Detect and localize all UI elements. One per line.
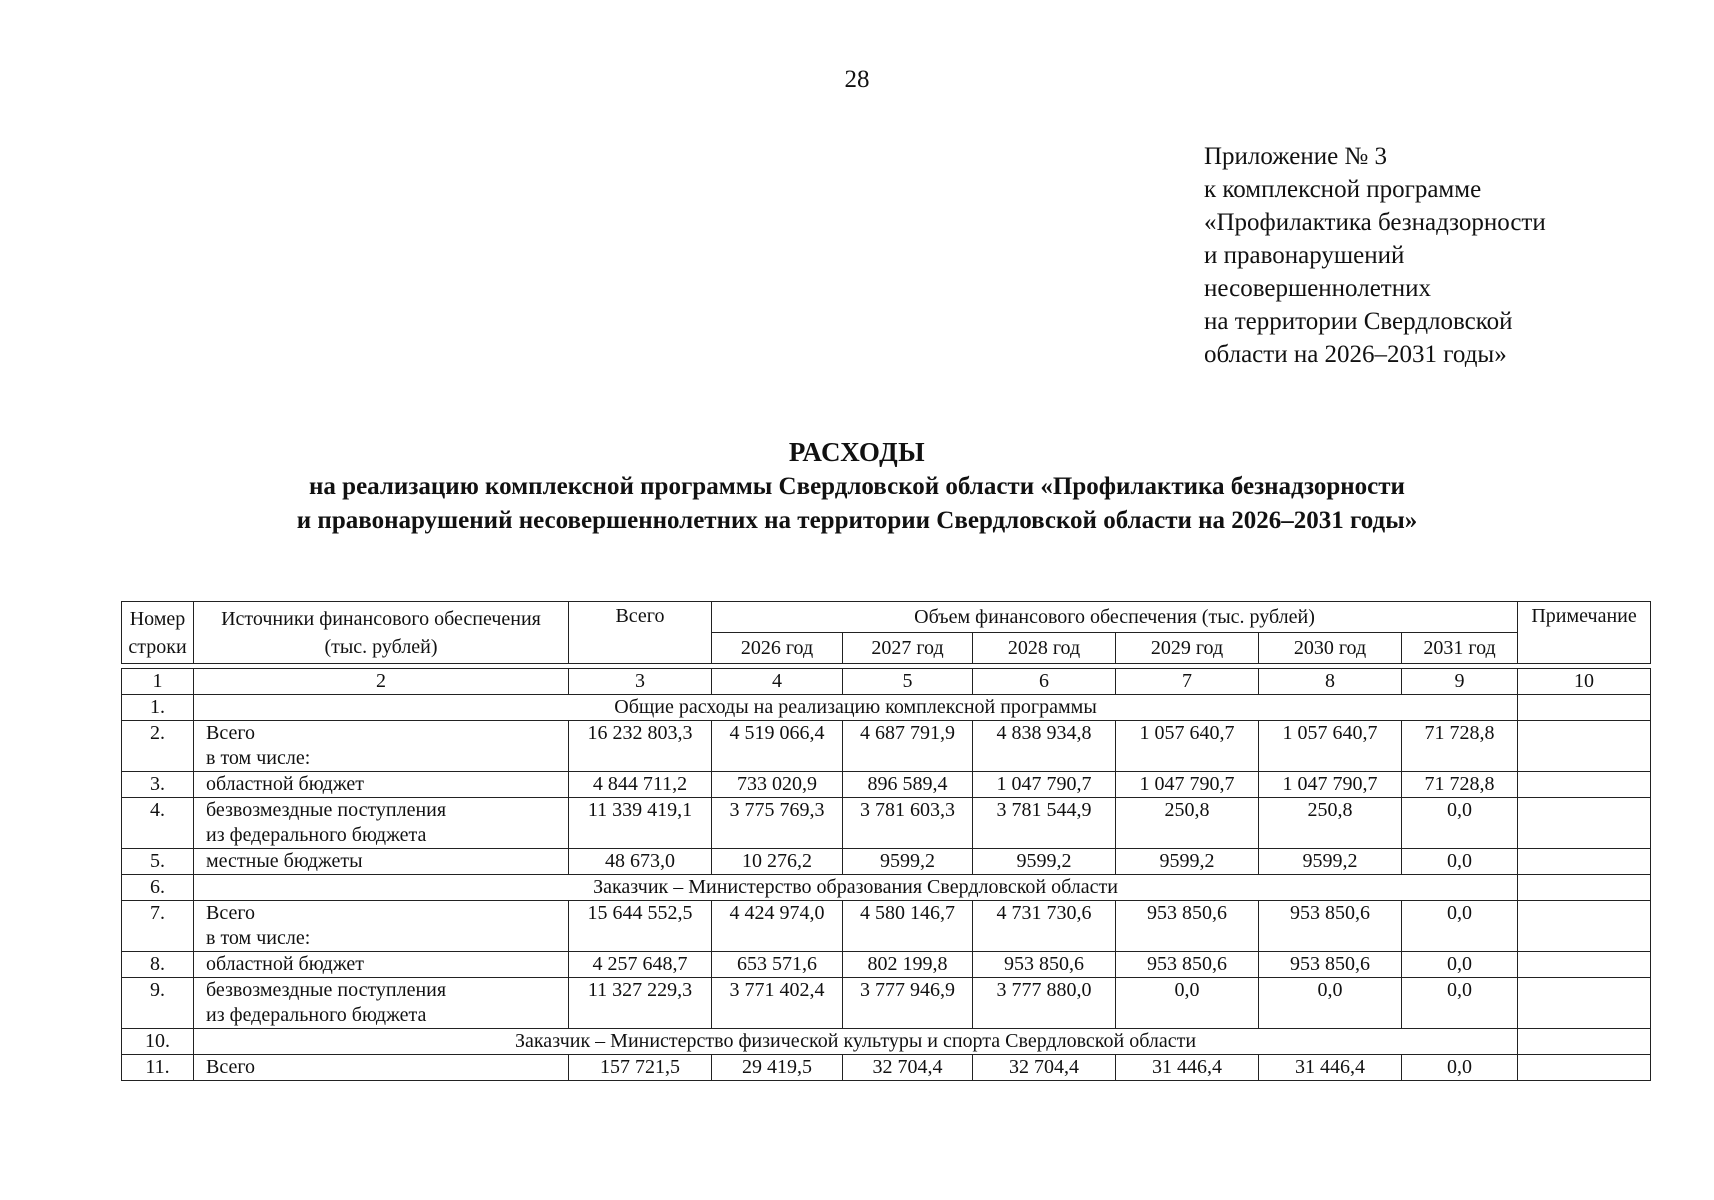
total-value: 4 844 711,2 (569, 772, 712, 798)
source-cell (194, 1055, 569, 1081)
year-value: 3 777 946,9 (843, 978, 973, 1029)
source-label-continued: из федерального бюджета (206, 1004, 427, 1026)
total-value: 15 644 552,5 (569, 901, 712, 952)
document-title (0, 434, 1714, 538)
row-number: 9. (122, 978, 194, 1029)
year-value: 3 771 402,4 (712, 978, 843, 1029)
source-cell (194, 952, 569, 978)
column-number: 7 (1116, 669, 1259, 695)
year-value: 1 057 640,7 (1259, 721, 1402, 772)
header-volume: Объем финансового обеспечения (тыс. рублей) (712, 602, 1518, 633)
year-value: 953 850,6 (1116, 901, 1259, 952)
year-value: 1 047 790,7 (1259, 772, 1402, 798)
total-value: 48 673,0 (569, 849, 712, 875)
note-cell (1518, 695, 1651, 721)
header-year: 2028 год (973, 633, 1116, 664)
note-cell (1518, 721, 1651, 772)
source-cell (194, 798, 569, 849)
year-value: 3 775 769,3 (712, 798, 843, 849)
section-row (122, 695, 1651, 721)
note-cell (1518, 772, 1651, 798)
source-label: безвозмездные поступления (206, 799, 447, 821)
total-value: 157 721,5 (569, 1055, 712, 1081)
year-value: 896 589,4 (843, 772, 973, 798)
year-value: 4 838 934,8 (973, 721, 1116, 772)
row-number: 7. (122, 901, 194, 952)
table-row (122, 849, 1651, 875)
source-label-continued: в том числе: (206, 927, 311, 949)
header-year: 2030 год (1259, 633, 1402, 664)
year-value: 9599,2 (843, 849, 973, 875)
year-value: 0,0 (1402, 1055, 1518, 1081)
row-number: 1. (122, 695, 194, 721)
year-value: 733 020,9 (712, 772, 843, 798)
header-year: 2029 год (1116, 633, 1259, 664)
column-number: 3 (569, 669, 712, 695)
note-cell (1518, 1029, 1651, 1055)
header-year: 2031 год (1402, 633, 1518, 664)
year-value: 71 728,8 (1402, 772, 1518, 798)
column-number: 1 (122, 669, 194, 695)
row-number: 11. (122, 1055, 194, 1081)
year-value: 31 446,4 (1116, 1055, 1259, 1081)
year-value: 4 687 791,9 (843, 721, 973, 772)
year-value: 0,0 (1402, 849, 1518, 875)
appendix-line: «Профилактика безнадзорности (1204, 209, 1546, 236)
table-header (122, 602, 1651, 664)
column-number: 6 (973, 669, 1116, 695)
table-row (122, 772, 1651, 798)
year-value: 4 731 730,6 (973, 901, 1116, 952)
source-label: Всего (206, 902, 256, 924)
total-value: 11 327 229,3 (569, 978, 712, 1029)
year-value: 0,0 (1402, 798, 1518, 849)
note-cell (1518, 952, 1651, 978)
row-number: 4. (122, 798, 194, 849)
note-cell (1518, 875, 1651, 901)
year-value: 10 276,2 (712, 849, 843, 875)
year-value: 953 850,6 (973, 952, 1116, 978)
year-value: 3 777 880,0 (973, 978, 1116, 1029)
year-value: 29 419,5 (712, 1055, 843, 1081)
header-year: 2026 год (712, 633, 843, 664)
title-main: РАСХОДЫ (788, 437, 926, 467)
year-value: 0,0 (1402, 901, 1518, 952)
source-cell (194, 849, 569, 875)
year-value: 250,8 (1116, 798, 1259, 849)
header-total: Всего (569, 602, 712, 664)
source-cell (194, 901, 569, 952)
year-value: 4 424 974,0 (712, 901, 843, 952)
row-number: 6. (122, 875, 194, 901)
header-row-number: Номер строки (122, 602, 194, 664)
table-body (122, 664, 1651, 1081)
year-value: 3 781 603,3 (843, 798, 973, 849)
header-note: Примечание (1518, 602, 1651, 664)
year-value: 953 850,6 (1259, 901, 1402, 952)
year-value: 250,8 (1259, 798, 1402, 849)
column-number: 9 (1402, 669, 1518, 695)
source-label: Всего (206, 1056, 256, 1078)
appendix-header (1204, 140, 1546, 371)
row-number: 3. (122, 772, 194, 798)
note-cell (1518, 849, 1651, 875)
appendix-line: Приложение № 3 (1204, 143, 1388, 170)
year-value: 0,0 (1402, 978, 1518, 1029)
column-number-row (122, 669, 1651, 695)
year-value: 32 704,4 (843, 1055, 973, 1081)
total-value: 16 232 803,3 (569, 721, 712, 772)
year-value: 9599,2 (1259, 849, 1402, 875)
year-value: 9599,2 (1116, 849, 1259, 875)
appendix-line: и правонарушений (1204, 242, 1405, 269)
header-year: 2027 год (843, 633, 973, 664)
total-value: 4 257 648,7 (569, 952, 712, 978)
table-row (122, 798, 1651, 849)
year-value: 0,0 (1259, 978, 1402, 1029)
source-cell (194, 978, 569, 1029)
section-title: Общие расходы на реализацию комплексной программы (194, 695, 1518, 721)
source-label: Всего (206, 722, 256, 744)
title-line: на реализацию комплексной программы Свердловской области «Профилактика безнадзорности (309, 473, 1405, 500)
year-value: 953 850,6 (1259, 952, 1402, 978)
column-number: 2 (194, 669, 569, 695)
source-label: безвозмездные поступления (206, 979, 447, 1001)
row-number: 10. (122, 1029, 194, 1055)
column-number: 8 (1259, 669, 1402, 695)
source-cell (194, 721, 569, 772)
note-cell (1518, 978, 1651, 1029)
year-value: 0,0 (1402, 952, 1518, 978)
year-value: 3 781 544,9 (973, 798, 1116, 849)
year-value: 953 850,6 (1116, 952, 1259, 978)
row-number: 8. (122, 952, 194, 978)
source-cell (194, 772, 569, 798)
appendix-line: области на 2026–2031 годы» (1204, 341, 1507, 368)
section-title: Заказчик – Министерство образования Свердловской области (194, 875, 1518, 901)
column-number: 4 (712, 669, 843, 695)
year-value: 653 571,6 (712, 952, 843, 978)
section-row (122, 875, 1651, 901)
source-label: областной бюджет (206, 953, 365, 975)
section-row (122, 1029, 1651, 1055)
appendix-line: на территории Свердловской (1204, 308, 1513, 335)
table-row (122, 901, 1651, 952)
column-number: 10 (1518, 669, 1651, 695)
note-cell (1518, 1055, 1651, 1081)
title-line: и правонарушений несовершеннолетних на территории Свердловской области на 2026–2031 годы» (296, 507, 1418, 534)
row-number: 5. (122, 849, 194, 875)
year-value: 4 580 146,7 (843, 901, 973, 952)
table-row (122, 952, 1651, 978)
year-value: 1 057 640,7 (1116, 721, 1259, 772)
table-row (122, 1055, 1651, 1081)
source-label: областной бюджет (206, 773, 365, 795)
year-value: 1 047 790,7 (973, 772, 1116, 798)
year-value: 802 199,8 (843, 952, 973, 978)
note-cell (1518, 798, 1651, 849)
table-row (122, 721, 1651, 772)
header-sources: Источники финансового обеспечения (тыс. рублей) (194, 602, 569, 664)
row-number: 2. (122, 721, 194, 772)
expenses-table (121, 601, 1651, 1081)
source-label-continued: из федерального бюджета (206, 824, 427, 846)
year-value: 9599,2 (973, 849, 1116, 875)
total-value: 11 339 419,1 (569, 798, 712, 849)
year-value: 0,0 (1116, 978, 1259, 1029)
year-value: 4 519 066,4 (712, 721, 843, 772)
section-title: Заказчик – Министерство физической культуры и спорта Свердловской области (194, 1029, 1518, 1055)
source-label-continued: в том числе: (206, 747, 311, 769)
year-value: 32 704,4 (973, 1055, 1116, 1081)
year-value: 71 728,8 (1402, 721, 1518, 772)
table-row (122, 978, 1651, 1029)
column-number: 5 (843, 669, 973, 695)
year-value: 1 047 790,7 (1116, 772, 1259, 798)
appendix-line: несовершеннолетних (1204, 275, 1431, 302)
source-label: местные бюджеты (206, 850, 363, 872)
year-value: 31 446,4 (1259, 1055, 1402, 1081)
note-cell (1518, 901, 1651, 952)
page-number: 28 (844, 66, 870, 93)
appendix-line: к комплексной программе (1204, 176, 1482, 203)
